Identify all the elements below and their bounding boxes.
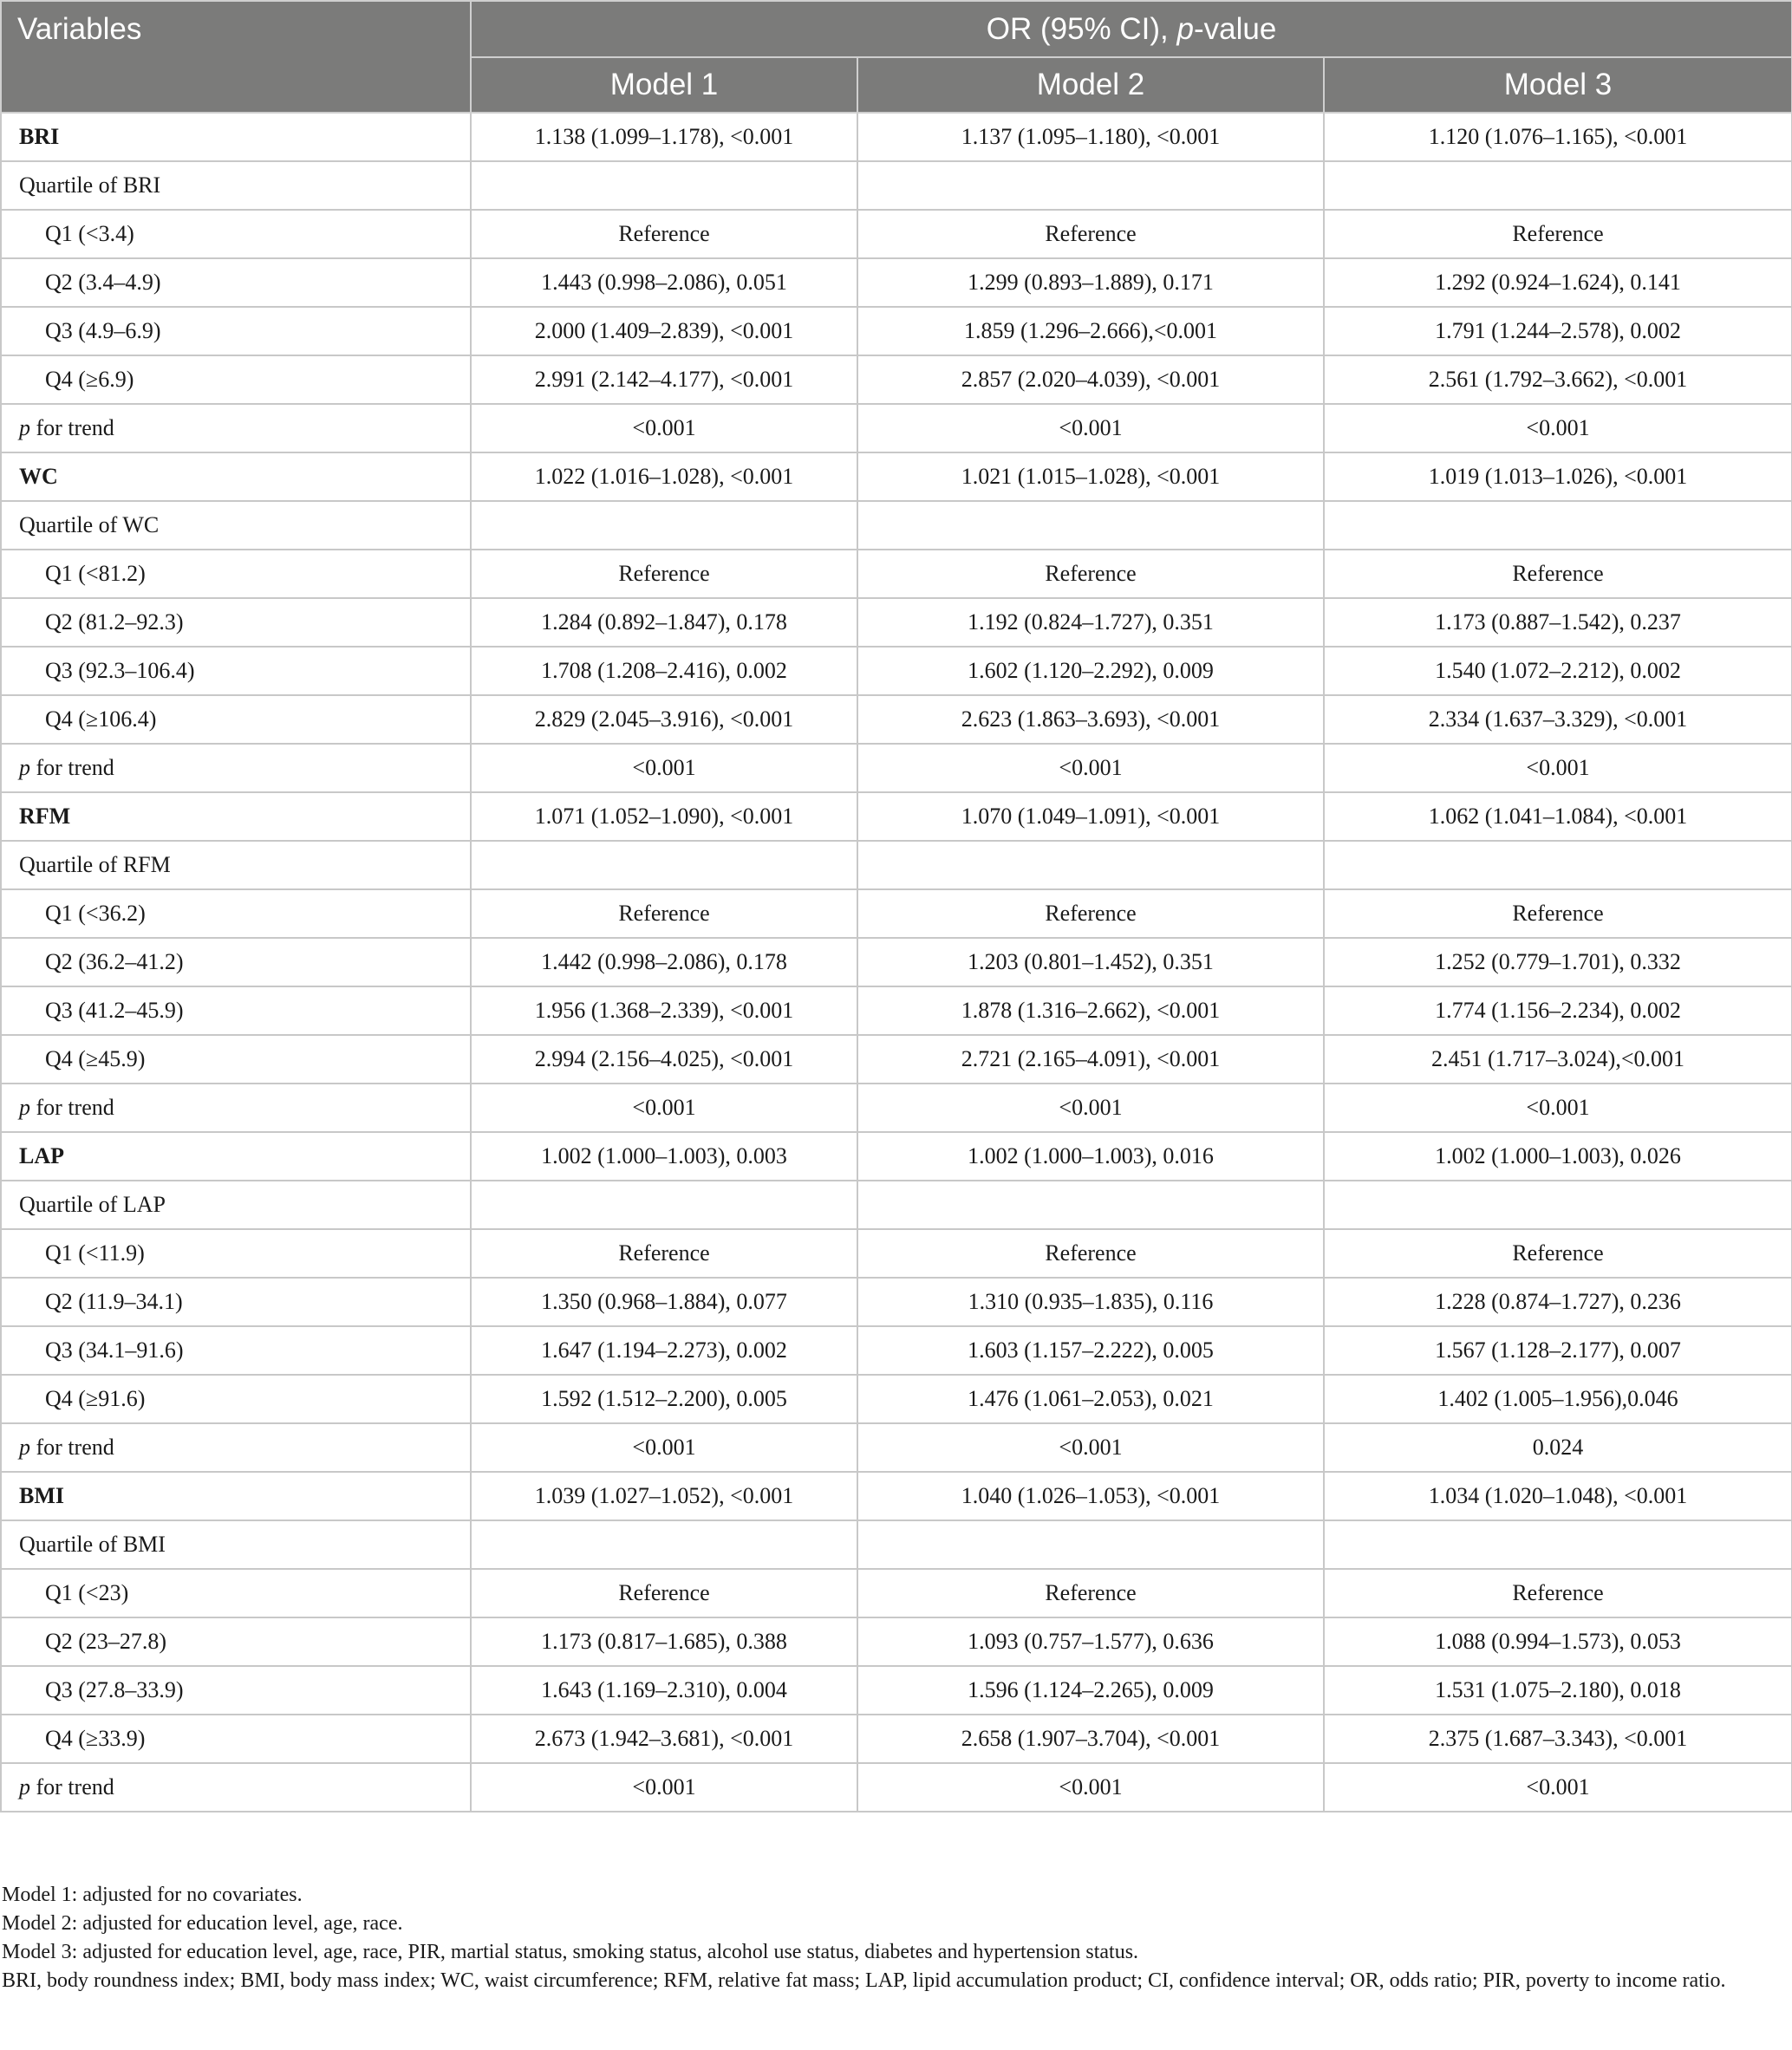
model-3-value: Reference	[1324, 550, 1792, 598]
model-1-value: <0.001	[471, 744, 857, 792]
model-3-value: 2.561 (1.792–3.662), <0.001	[1324, 355, 1792, 404]
table-row	[1, 695, 1792, 744]
model-2-value: 1.137 (1.095–1.180), <0.001	[857, 113, 1324, 161]
model-3-value: 2.451 (1.717–3.024),<0.001	[1324, 1035, 1792, 1084]
model-2-value	[857, 501, 1324, 550]
p-trend-text: for trend	[30, 415, 114, 440]
table-row	[1, 1229, 1792, 1278]
header-or-suffix: -value	[1193, 11, 1277, 46]
footnote: Model 3: adjusted for education level, age, race, PIR, martial status, smoking status, alcohol use status, diabetes and hypertension status.	[2, 1941, 1139, 1963]
table-row	[1, 113, 1792, 161]
model-3-value: 1.791 (1.244–2.578), 0.002	[1324, 307, 1792, 355]
model-2-value: 1.596 (1.124–2.265), 0.009	[857, 1666, 1324, 1715]
model-3-value: 1.774 (1.156–2.234), 0.002	[1324, 986, 1792, 1035]
row-label: Q1 (<81.2)	[1, 550, 471, 598]
model-1-value	[471, 501, 857, 550]
model-2-value: Reference	[857, 210, 1324, 258]
model-3-value	[1324, 841, 1792, 889]
model-1-value: 1.022 (1.016–1.028), <0.001	[471, 452, 857, 501]
table-row	[1, 1715, 1792, 1763]
model-3-value: <0.001	[1324, 1084, 1792, 1132]
model-2-value: Reference	[857, 550, 1324, 598]
model-1-value: Reference	[471, 210, 857, 258]
model-3-value: <0.001	[1324, 744, 1792, 792]
model-3-value: Reference	[1324, 1229, 1792, 1278]
model-2-value: <0.001	[857, 404, 1324, 452]
table-row	[1, 792, 1792, 841]
p-letter: p	[19, 415, 30, 440]
model-3-value: <0.001	[1324, 404, 1792, 452]
model-1-value	[471, 161, 857, 210]
model-1-value: 1.138 (1.099–1.178), <0.001	[471, 113, 857, 161]
table-row	[1, 1666, 1792, 1715]
model-1-value: 1.647 (1.194–2.273), 0.002	[471, 1326, 857, 1375]
p-trend-text: for trend	[30, 1774, 114, 1799]
model-3-value	[1324, 1520, 1792, 1569]
row-label: Q2 (36.2–41.2)	[1, 938, 471, 986]
model-3-value	[1324, 1181, 1792, 1229]
model-2-value	[857, 1520, 1324, 1569]
row-label: Q4 (≥45.9)	[1, 1035, 471, 1084]
table-footnotes	[2, 1881, 1788, 1995]
row-label: RFM	[1, 792, 471, 841]
table-row	[1, 258, 1792, 307]
p-trend-label	[1, 1423, 471, 1472]
model-1-value: <0.001	[471, 1423, 857, 1472]
model-2-value	[857, 1181, 1324, 1229]
model-1-value: 1.173 (0.817–1.685), 0.388	[471, 1617, 857, 1666]
model-3-value: 1.088 (0.994–1.573), 0.053	[1324, 1617, 1792, 1666]
header-model-3: Model 3	[1324, 57, 1792, 113]
model-2-value: 1.602 (1.120–2.292), 0.009	[857, 647, 1324, 695]
model-1-value: Reference	[471, 550, 857, 598]
table-row	[1, 598, 1792, 647]
table-row	[1, 1035, 1792, 1084]
model-2-value: 1.021 (1.015–1.028), <0.001	[857, 452, 1324, 501]
p-trend-text: for trend	[30, 755, 114, 780]
model-1-value: 1.592 (1.512–2.200), 0.005	[471, 1375, 857, 1423]
table-row	[1, 889, 1792, 938]
row-label: Q3 (92.3–106.4)	[1, 647, 471, 695]
model-2-value: <0.001	[857, 1423, 1324, 1472]
model-1-value: 2.829 (2.045–3.916), <0.001	[471, 695, 857, 744]
row-label: Q3 (4.9–6.9)	[1, 307, 471, 355]
model-2-value: <0.001	[857, 1763, 1324, 1812]
model-2-value: 1.310 (0.935–1.835), 0.116	[857, 1278, 1324, 1326]
model-3-value: 2.334 (1.637–3.329), <0.001	[1324, 695, 1792, 744]
row-label: Q1 (<3.4)	[1, 210, 471, 258]
table-row	[1, 647, 1792, 695]
table-row	[1, 1520, 1792, 1569]
model-2-value: 2.721 (2.165–4.091), <0.001	[857, 1035, 1324, 1084]
footnote: BRI, body roundness index; BMI, body mass index; WC, waist circumference; RFM, relative fat mass; LAP, lipid accumulation product; CI, confidence interval; OR, odds ratio; PIR, poverty to income ratio.	[2, 1969, 1726, 1992]
model-2-value: <0.001	[857, 744, 1324, 792]
table-row	[1, 1763, 1792, 1812]
model-3-value: 1.019 (1.013–1.026), <0.001	[1324, 452, 1792, 501]
model-1-value	[471, 1181, 857, 1229]
model-3-value	[1324, 161, 1792, 210]
header-model-2: Model 2	[857, 57, 1324, 113]
model-3-value: Reference	[1324, 889, 1792, 938]
model-2-value: Reference	[857, 889, 1324, 938]
footnote: Model 2: adjusted for education level, age, race.	[2, 1912, 403, 1935]
header-or-ci	[471, 1, 1792, 57]
model-1-value: 2.673 (1.942–3.681), <0.001	[471, 1715, 857, 1763]
model-1-value: 1.442 (0.998–2.086), 0.178	[471, 938, 857, 986]
row-label: Q1 (<23)	[1, 1569, 471, 1617]
table-row	[1, 355, 1792, 404]
table-header	[1, 1, 1792, 113]
model-3-value: 1.002 (1.000–1.003), 0.026	[1324, 1132, 1792, 1181]
table-row	[1, 1617, 1792, 1666]
model-2-value: <0.001	[857, 1084, 1324, 1132]
table-row	[1, 1132, 1792, 1181]
model-3-value: 1.173 (0.887–1.542), 0.237	[1324, 598, 1792, 647]
model-2-value: 1.093 (0.757–1.577), 0.636	[857, 1617, 1324, 1666]
model-1-value	[471, 841, 857, 889]
model-1-value: Reference	[471, 1229, 857, 1278]
row-label: LAP	[1, 1132, 471, 1181]
model-2-value: 1.040 (1.026–1.053), <0.001	[857, 1472, 1324, 1520]
table-row	[1, 1423, 1792, 1472]
model-1-value: 2.991 (2.142–4.177), <0.001	[471, 355, 857, 404]
model-2-value: 2.658 (1.907–3.704), <0.001	[857, 1715, 1324, 1763]
table-row	[1, 501, 1792, 550]
header-variables: Variables	[1, 1, 471, 113]
header-or-prefix: OR (95% CI),	[986, 11, 1177, 46]
model-3-value: Reference	[1324, 210, 1792, 258]
table-row	[1, 452, 1792, 501]
table-row	[1, 161, 1792, 210]
model-2-value: Reference	[857, 1569, 1324, 1617]
p-letter: p	[19, 1774, 30, 1799]
row-label: Q3 (34.1–91.6)	[1, 1326, 471, 1375]
row-label: Quartile of RFM	[1, 841, 471, 889]
model-1-value: 1.956 (1.368–2.339), <0.001	[471, 986, 857, 1035]
model-3-value: 1.034 (1.020–1.048), <0.001	[1324, 1472, 1792, 1520]
model-2-value	[857, 841, 1324, 889]
model-3-value	[1324, 501, 1792, 550]
model-3-value: 0.024	[1324, 1423, 1792, 1472]
model-1-value	[471, 1520, 857, 1569]
table-row	[1, 550, 1792, 598]
model-3-value: 1.540 (1.072–2.212), 0.002	[1324, 647, 1792, 695]
model-3-value: 1.567 (1.128–2.177), 0.007	[1324, 1326, 1792, 1375]
p-trend-label	[1, 404, 471, 452]
table-row	[1, 938, 1792, 986]
p-trend-text: for trend	[30, 1095, 114, 1120]
model-2-value	[857, 161, 1324, 210]
table-row	[1, 1375, 1792, 1423]
row-label: BRI	[1, 113, 471, 161]
p-trend-text: for trend	[30, 1435, 114, 1460]
model-2-value: 2.857 (2.020–4.039), <0.001	[857, 355, 1324, 404]
row-label: Q2 (3.4–4.9)	[1, 258, 471, 307]
row-label: WC	[1, 452, 471, 501]
row-label: Quartile of BMI	[1, 1520, 471, 1569]
model-2-value: 2.623 (1.863–3.693), <0.001	[857, 695, 1324, 744]
table-row	[1, 1472, 1792, 1520]
row-label: Quartile of WC	[1, 501, 471, 550]
row-label: Quartile of LAP	[1, 1181, 471, 1229]
model-3-value: 1.228 (0.874–1.727), 0.236	[1324, 1278, 1792, 1326]
model-1-value: 1.284 (0.892–1.847), 0.178	[471, 598, 857, 647]
model-2-value: 1.603 (1.157–2.222), 0.005	[857, 1326, 1324, 1375]
model-2-value: 1.192 (0.824–1.727), 0.351	[857, 598, 1324, 647]
row-label: Q4 (≥33.9)	[1, 1715, 471, 1763]
row-label: Q4 (≥6.9)	[1, 355, 471, 404]
table-row	[1, 307, 1792, 355]
table-row	[1, 986, 1792, 1035]
model-1-value: 1.071 (1.052–1.090), <0.001	[471, 792, 857, 841]
row-label: Q1 (<11.9)	[1, 1229, 471, 1278]
model-2-value: 1.002 (1.000–1.003), 0.016	[857, 1132, 1324, 1181]
model-1-value: 2.000 (1.409–2.839), <0.001	[471, 307, 857, 355]
model-3-value: 1.062 (1.041–1.084), <0.001	[1324, 792, 1792, 841]
model-1-value: 1.039 (1.027–1.052), <0.001	[471, 1472, 857, 1520]
p-trend-label	[1, 1084, 471, 1132]
p-trend-label	[1, 744, 471, 792]
model-1-value: <0.001	[471, 1763, 857, 1812]
table-body	[1, 113, 1792, 1812]
table-row	[1, 841, 1792, 889]
row-label: Q3 (41.2–45.9)	[1, 986, 471, 1035]
model-1-value: 1.708 (1.208–2.416), 0.002	[471, 647, 857, 695]
p-letter: p	[19, 1095, 30, 1120]
model-2-value: 1.476 (1.061–2.053), 0.021	[857, 1375, 1324, 1423]
header-model-1: Model 1	[471, 57, 857, 113]
table-row	[1, 1278, 1792, 1326]
p-trend-label	[1, 1763, 471, 1812]
table-row	[1, 1181, 1792, 1229]
model-1-value: 2.994 (2.156–4.025), <0.001	[471, 1035, 857, 1084]
row-label: Q3 (27.8–33.9)	[1, 1666, 471, 1715]
model-1-value: Reference	[471, 1569, 857, 1617]
row-label: Q2 (11.9–34.1)	[1, 1278, 471, 1326]
table-row	[1, 1084, 1792, 1132]
row-label: Q4 (≥91.6)	[1, 1375, 471, 1423]
model-3-value: 1.252 (0.779–1.701), 0.332	[1324, 938, 1792, 986]
model-1-value: 1.443 (0.998–2.086), 0.051	[471, 258, 857, 307]
table-row	[1, 210, 1792, 258]
model-1-value: <0.001	[471, 404, 857, 452]
model-2-value: Reference	[857, 1229, 1324, 1278]
row-label: Q2 (81.2–92.3)	[1, 598, 471, 647]
row-label: BMI	[1, 1472, 471, 1520]
model-2-value: 1.878 (1.316–2.662), <0.001	[857, 986, 1324, 1035]
model-3-value: 1.531 (1.075–2.180), 0.018	[1324, 1666, 1792, 1715]
model-2-value: 1.299 (0.893–1.889), 0.171	[857, 258, 1324, 307]
row-label: Q2 (23–27.8)	[1, 1617, 471, 1666]
model-2-value: 1.070 (1.049–1.091), <0.001	[857, 792, 1324, 841]
model-3-value: 1.402 (1.005–1.956),0.046	[1324, 1375, 1792, 1423]
table-row	[1, 1326, 1792, 1375]
table-row	[1, 744, 1792, 792]
model-2-value: 1.859 (1.296–2.666),<0.001	[857, 307, 1324, 355]
row-label: Quartile of BRI	[1, 161, 471, 210]
model-3-value: <0.001	[1324, 1763, 1792, 1812]
table-row	[1, 1569, 1792, 1617]
p-letter: p	[19, 1435, 30, 1460]
row-label: Q1 (<36.2)	[1, 889, 471, 938]
model-2-value: 1.203 (0.801–1.452), 0.351	[857, 938, 1324, 986]
model-3-value: 1.292 (0.924–1.624), 0.141	[1324, 258, 1792, 307]
model-1-value: 1.350 (0.968–1.884), 0.077	[471, 1278, 857, 1326]
model-1-value: Reference	[471, 889, 857, 938]
footnote: Model 1: adjusted for no covariates.	[2, 1884, 303, 1906]
model-3-value: 2.375 (1.687–3.343), <0.001	[1324, 1715, 1792, 1763]
model-3-value: 1.120 (1.076–1.165), <0.001	[1324, 113, 1792, 161]
table-row	[1, 404, 1792, 452]
model-1-value: 1.643 (1.169–2.310), 0.004	[471, 1666, 857, 1715]
header-or-p: p	[1176, 11, 1194, 46]
row-label: Q4 (≥106.4)	[1, 695, 471, 744]
p-letter: p	[19, 755, 30, 780]
model-3-value: Reference	[1324, 1569, 1792, 1617]
model-1-value: 1.002 (1.000–1.003), 0.003	[471, 1132, 857, 1181]
model-1-value: <0.001	[471, 1084, 857, 1132]
